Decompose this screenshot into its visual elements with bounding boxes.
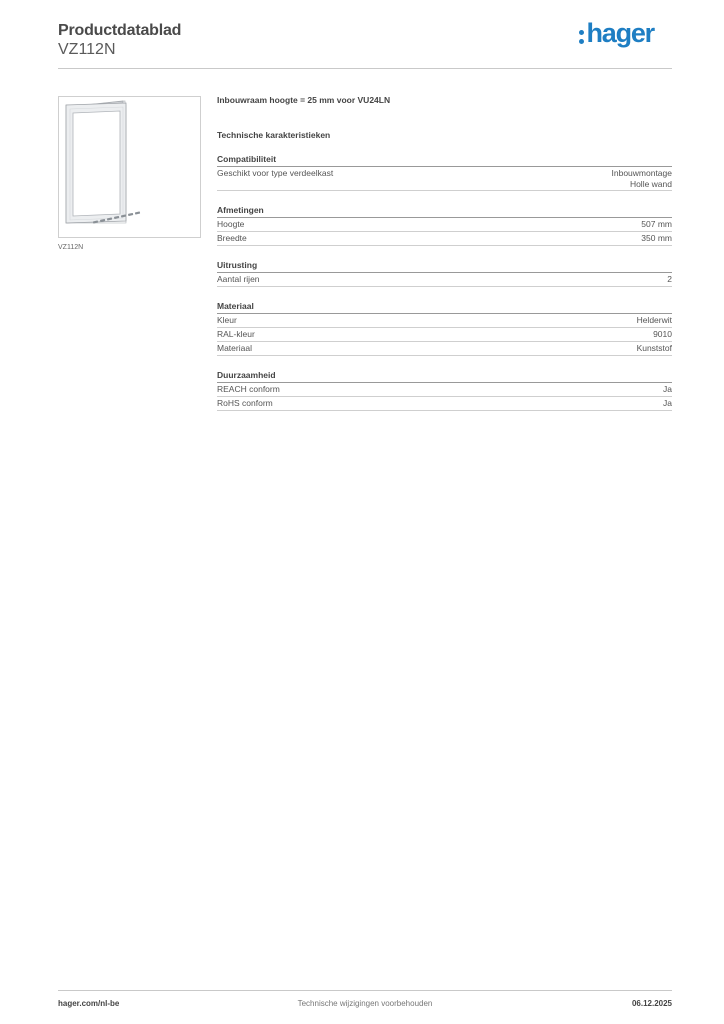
spec-value: [637, 315, 672, 327]
product-code: VZ112N: [58, 41, 116, 58]
spec-row: [217, 314, 672, 328]
spec-value: [612, 168, 673, 190]
product-image: [58, 96, 201, 238]
section-title: Compatibiliteit: [217, 154, 672, 167]
spec-label: Geschikt voor type verdeelkast: [217, 168, 334, 178]
technical-heading: Technische karakteristieken: [217, 130, 331, 140]
spec-value-line: Ja: [663, 384, 672, 394]
section-title: Duurzaamheid: [217, 370, 672, 383]
spec-value-line: 350 mm: [641, 233, 672, 243]
spec-row: [217, 397, 672, 411]
spec-row: [217, 383, 672, 397]
spec-label: RAL-kleur: [217, 329, 255, 339]
spec-value-line: Inbouwmontage: [611, 168, 672, 178]
spec-value: [641, 219, 672, 231]
spec-value-line: 507 mm: [641, 219, 672, 229]
footer-disclaimer: Technische wijzigingen voorbehouden: [297, 999, 433, 1008]
spec-section: [217, 260, 672, 287]
spec-value: [637, 343, 672, 355]
spec-label: REACH conform: [217, 384, 280, 394]
spec-value-line: 9010: [653, 329, 672, 339]
logo-dots-icon: [579, 30, 584, 44]
spec-section: [217, 205, 672, 246]
logo-text: hager: [586, 18, 654, 48]
spec-row: [217, 218, 672, 232]
image-caption: VZ112N: [58, 244, 84, 251]
page-header: [58, 18, 672, 70]
document-title: Productdatablad: [58, 22, 182, 39]
hager-logo: [579, 18, 654, 49]
section-title: Materiaal: [217, 301, 672, 314]
spec-label: RoHS conform: [217, 398, 273, 408]
spec-label: Materiaal: [217, 343, 252, 353]
spec-row: [217, 273, 672, 287]
spec-row: [217, 342, 672, 356]
spec-value-line: Kunststof: [636, 343, 672, 353]
spec-section: [217, 370, 672, 411]
spec-row: [217, 328, 672, 342]
section-title: Afmetingen: [217, 205, 672, 218]
product-details: [217, 95, 672, 411]
spec-value: [653, 329, 672, 341]
spec-value: [667, 274, 672, 286]
spec-value: [663, 384, 672, 396]
header-divider: [58, 68, 672, 69]
section-title: Uitrusting: [217, 260, 672, 273]
footer-date: 06.12.2025: [631, 999, 672, 1008]
spec-section: [217, 154, 672, 191]
spec-row: [217, 232, 672, 246]
installation-frame-icon: [59, 97, 200, 237]
spec-label: Aantal rijen: [217, 274, 260, 284]
spec-value: [641, 233, 672, 245]
product-description: Inbouwraam hoogte = 25 mm voor VU24LN: [217, 95, 391, 105]
spec-label: Breedte: [217, 233, 247, 243]
spec-value-line: Holle wand: [629, 179, 672, 189]
footer-website-link[interactable]: hager.com/nl-be: [58, 999, 120, 1008]
spec-value-line: 2: [667, 274, 672, 284]
spec-value-line: Helderwit: [636, 315, 672, 325]
spec-row: [217, 167, 672, 191]
footer-divider: [58, 990, 672, 991]
spec-label: Hoogte: [217, 219, 245, 229]
spec-sections: [217, 154, 672, 411]
spec-value-line: Ja: [663, 398, 672, 408]
spec-value: [663, 398, 672, 410]
spec-section: [217, 301, 672, 356]
spec-label: Kleur: [217, 315, 237, 325]
